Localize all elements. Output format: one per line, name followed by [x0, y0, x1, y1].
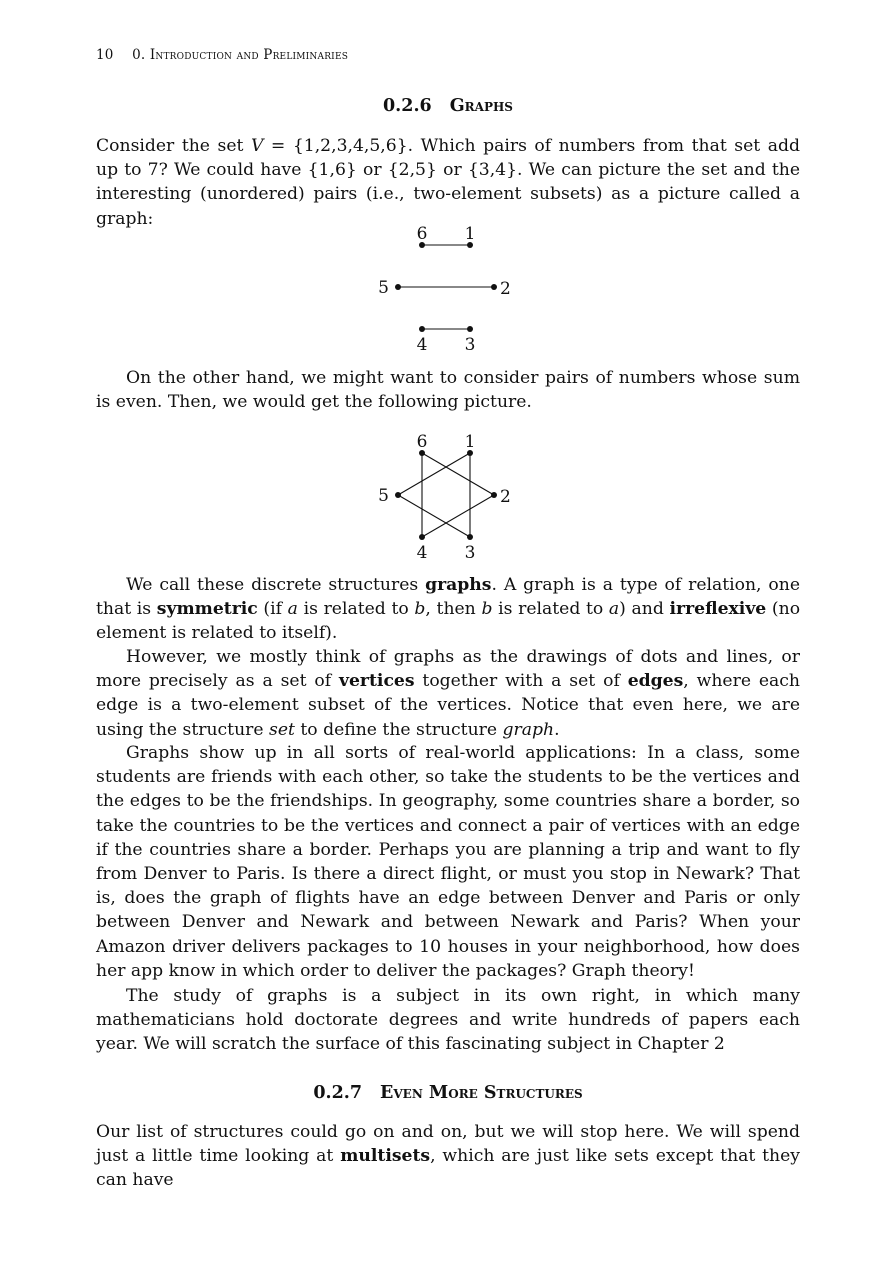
paragraph-multisets — [96, 1120, 800, 1193]
section-title: Graphs — [449, 96, 513, 116]
running-header — [96, 47, 348, 63]
graph-vertex — [395, 492, 401, 498]
bold-term: graphs — [425, 575, 492, 595]
paragraph-intro — [96, 134, 800, 231]
text-run: (no element is related to itself). — [96, 599, 801, 644]
math-variable: b — [481, 599, 493, 620]
graph-vertex — [419, 326, 425, 332]
math-set: {2,5} — [387, 160, 437, 181]
running-title: 0. Introduction and Preliminaries — [132, 47, 349, 63]
vertex-label: 3 — [464, 335, 476, 355]
bold-term: edges — [627, 671, 684, 692]
graph-vertex — [395, 284, 401, 290]
vertex-label: 5 — [378, 278, 389, 298]
graph-vertex — [467, 326, 473, 332]
math-variable: a — [608, 599, 620, 620]
bold-term: multisets — [340, 1146, 431, 1167]
graph-edge — [398, 453, 470, 495]
page-number: 10 — [96, 47, 114, 63]
bold-term: symmetric — [156, 599, 258, 620]
graph-sum-seven — [370, 218, 520, 358]
graph-edge — [422, 453, 494, 495]
vertex-label: 3 — [464, 543, 476, 563]
paragraph-study-of-graphs: The study of graphs is a subject in its own right, in which many mathematicians hold doctorate degrees and write hundreds of papers each year. We will scratch the surface of this fascinating subject in Chapter 2 — [96, 986, 800, 1055]
italic-term: set — [269, 719, 295, 740]
section-heading-even-more-structures — [96, 1083, 800, 1103]
graph-edge — [398, 495, 470, 537]
italic-term: graph — [502, 719, 555, 740]
vertex-label: 6 — [416, 432, 428, 452]
paragraph-even-sum: On the other hand, we might want to consider pairs of numbers whose sum is even. Then, we would get the following picture. — [96, 368, 800, 413]
math-variable: b — [414, 599, 426, 620]
text-run: (if — [257, 599, 288, 620]
text-run: We call these discrete structures — [126, 575, 426, 595]
text-run: . Which pairs of numbers from that set add up to 7? We could have — [96, 136, 800, 181]
text-run: . We can picture the set and the interesting (unordered) pairs (i.e., two-element subsets) as a picture called a graph: — [96, 160, 800, 229]
vertex-label: 1 — [464, 432, 476, 452]
section-heading-graphs — [96, 96, 800, 116]
section-number: 0.2.6 — [383, 96, 432, 116]
text-run: . — [554, 719, 560, 740]
text-run: , which are just like sets except that they can have — [96, 1146, 800, 1191]
text-run: to define the structure — [294, 719, 503, 740]
graph-vertex — [467, 534, 473, 540]
text-run: together with a set of — [414, 671, 628, 692]
text-run: or — [356, 160, 388, 181]
paragraph-graph-definition — [96, 573, 800, 646]
text-run: Consider the set — [96, 136, 251, 156]
text-run: Our list of structures could go on and on, but we will stop here. We will spend just a little time looking at — [96, 1122, 800, 1167]
text-run: or — [436, 160, 468, 181]
vertex-label: 2 — [500, 487, 511, 507]
text-run: is related to — [492, 599, 609, 620]
text-run: ) and — [619, 599, 670, 620]
math-set: = {1,2,3,4,5,6} — [263, 136, 408, 156]
bold-term: vertices — [339, 671, 415, 692]
text-run: However, we mostly think of graphs as the drawings of dots and lines, or more precisely as a set of — [96, 647, 800, 692]
graph-edge — [422, 495, 494, 537]
math-variable: V — [250, 136, 264, 156]
paragraph-vertices-edges — [96, 645, 800, 742]
vertex-label: 2 — [500, 279, 511, 299]
text-run: . A graph is a type of relation, one that is — [96, 575, 800, 620]
section-title: Even More Structures — [380, 1083, 583, 1103]
vertex-label: 4 — [416, 335, 428, 355]
vertex-label: 4 — [416, 543, 428, 563]
vertex-label: 1 — [464, 224, 476, 244]
text-run: , where each edge is a two-element subset of the vertices. Notice that even here, we are using the structure — [96, 671, 800, 740]
graph-vertex — [491, 284, 497, 290]
graph-vertex — [419, 534, 425, 540]
graph-vertex — [491, 492, 497, 498]
math-set: {1,6} — [307, 160, 357, 181]
text-run: , then — [425, 599, 482, 620]
vertex-label: 6 — [416, 224, 428, 244]
text-run: is related to — [297, 599, 415, 620]
math-variable: a — [287, 599, 298, 620]
vertex-label: 5 — [378, 486, 389, 506]
paragraph-applications: Graphs show up in all sorts of real-world applications: In a class, some students are friends with each other, so take the students to be the vertices and the edges to be the friendships. In geography, some countries share a border, so take the countries to be the vertices and connect a pair of vertices with an edge if the countries share a border. Perhaps you are planning a trip and want to fly from Denver to Paris. Is there a direct flight, or must you stop in Newark? That is, does the graph of flights have an edge between Denver and Paris or only between Denver and Newark and between Newark and Paris? When your Amazon driver delivers packages to 10 houses in your neighborhood, how does her app know in which order to deliver the packages? Graph theory! — [96, 743, 800, 981]
math-set: {3,4} — [467, 160, 518, 181]
section-number: 0.2.7 — [313, 1083, 363, 1103]
graph-even-sum — [370, 426, 520, 566]
bold-term: irreflexive — [669, 599, 767, 620]
